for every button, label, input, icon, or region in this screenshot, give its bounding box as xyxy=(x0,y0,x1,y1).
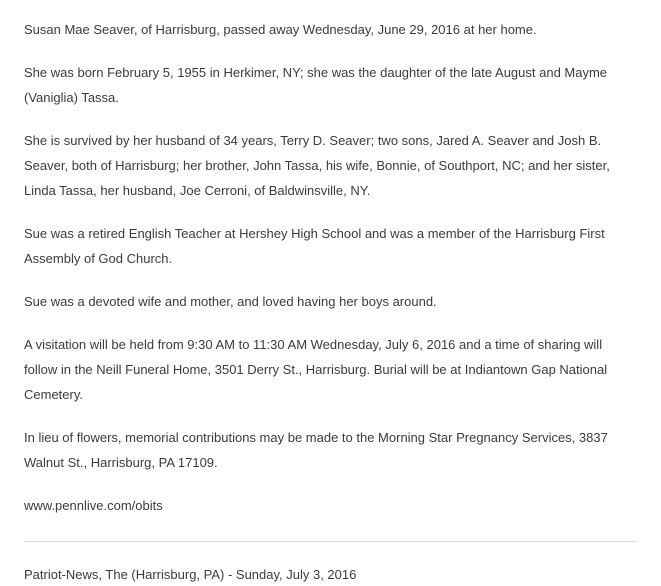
obituary-paragraph-birth: She was born February 5, 1955 in Herkimer, NY; she was the daughter of the late August and Mayme (Vaniglia) Tassa. xyxy=(24,65,608,105)
source-attribution: Patriot-News, The (Harrisburg, PA) - Sunday, July 3, 2016 xyxy=(24,567,357,582)
obituary-paragraph-survivors: She is survived by her husband of 34 years, Terry D. Seaver; two sons, Jared A. Seaver and Josh B. Seaver, both of Harrisburg; her brother, John Tassa, his wife, Bonnie, of Southport, NC; and her sister, Linda Tassa, her husband, Joe Cerroni, of Baldwinsville, NY. xyxy=(24,133,610,198)
obituary-paragraph-career: Sue was a retired English Teacher at Hershey High School and was a member of the Harrisburg First Assembly of God Church. xyxy=(24,226,605,266)
website-url: www.pennlive.com/obits xyxy=(24,498,163,513)
obituary-paragraph-services: A visitation will be held from 9:30 AM to 11:30 AM Wednesday, July 6, 2016 and a time of sharing will follow in the Neill Funeral Home, 3501 Derry St., Harrisburg. Burial will be at Indiantown Gap National Cemetery. xyxy=(24,337,608,402)
obituary-paragraph-personal: Sue was a devoted wife and mother, and loved having her boys around. xyxy=(24,294,437,309)
obituary-paragraph-death-notice: Susan Mae Seaver, of Harrisburg, passed away Wednesday, June 29, 2016 at her home. xyxy=(24,22,537,37)
obituary-paragraph-contributions: In lieu of flowers, memorial contributions may be made to the Morning Star Pregnancy Services, 3837 Walnut St., Harrisburg, PA 17109. xyxy=(24,430,608,470)
divider xyxy=(24,541,637,542)
